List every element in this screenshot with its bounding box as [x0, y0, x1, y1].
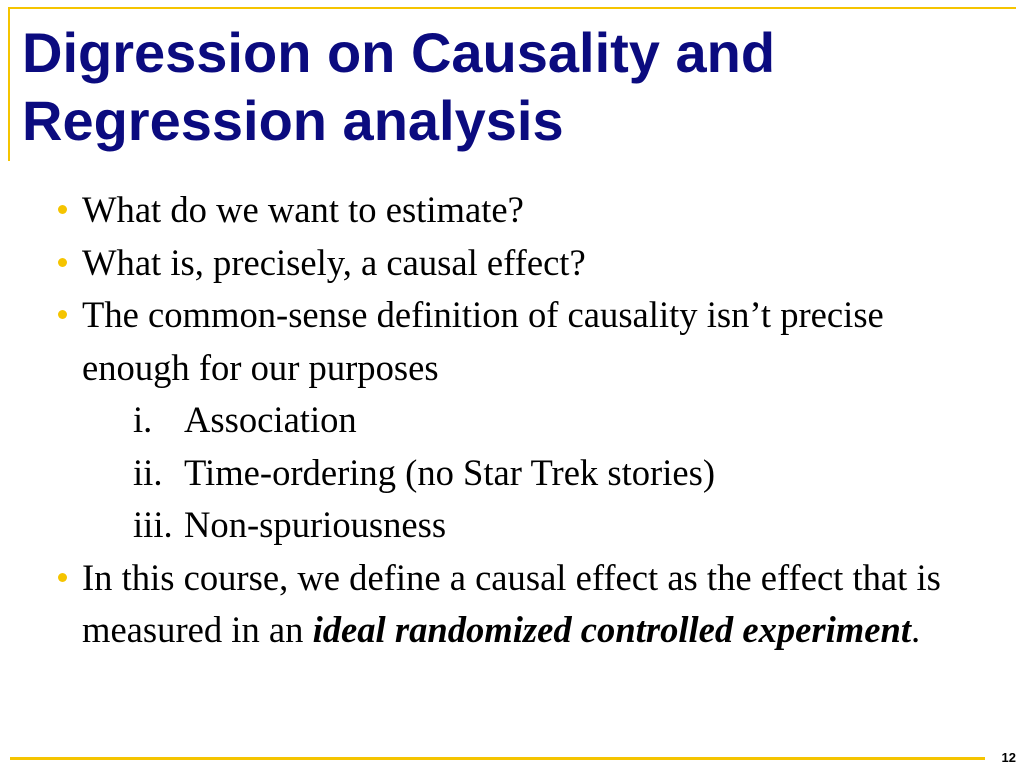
page-number: 12 — [1001, 750, 1016, 765]
bullet-list — [82, 184, 1002, 657]
sub-item — [82, 394, 1002, 447]
sub-item-text: Non-spuriousness — [184, 504, 447, 545]
sub-item-numeral: iii. — [133, 504, 173, 545]
bullet-text: What do we want to estimate? — [82, 189, 524, 230]
sub-item-numeral: ii. — [133, 451, 163, 493]
bullet-dot-icon — [58, 573, 67, 582]
left-rule — [8, 7, 10, 161]
bullet-dot-icon — [58, 205, 67, 214]
bullet-item — [82, 184, 1002, 237]
sub-item-numeral: i. — [133, 399, 153, 440]
sub-item — [82, 447, 1002, 500]
bullet-text: measured in an — [82, 609, 313, 650]
top-rule — [8, 7, 1016, 9]
bullet-item — [82, 237, 1002, 290]
bullet-dot-icon — [58, 310, 67, 319]
bullet-text: enough for our purposes — [82, 346, 439, 388]
bullet-continuation — [82, 604, 1002, 657]
bullet-item — [82, 552, 1002, 605]
bullet-text-end: . — [911, 609, 921, 650]
emphasized-text: ideal randomized controlled experiment — [312, 609, 911, 650]
bullet-continuation — [82, 342, 1002, 395]
sub-item — [82, 499, 1002, 552]
bullet-text: In this course, we define a causal effect as the effect that is — [82, 556, 941, 598]
sub-item-text: Time-ordering (no Star Trek stories) — [184, 451, 716, 493]
slide-title: Digression on Causality and Regression analysis — [22, 21, 776, 152]
sub-item-text: Association — [184, 399, 357, 440]
bullet-item — [82, 289, 1002, 342]
bottom-rule — [10, 757, 985, 760]
bullet-text: What is, precisely, a causal effect? — [82, 241, 586, 283]
bullet-text: The common-sense definition of causality isn’t precise — [82, 294, 884, 335]
bullet-dot-icon — [58, 258, 67, 267]
